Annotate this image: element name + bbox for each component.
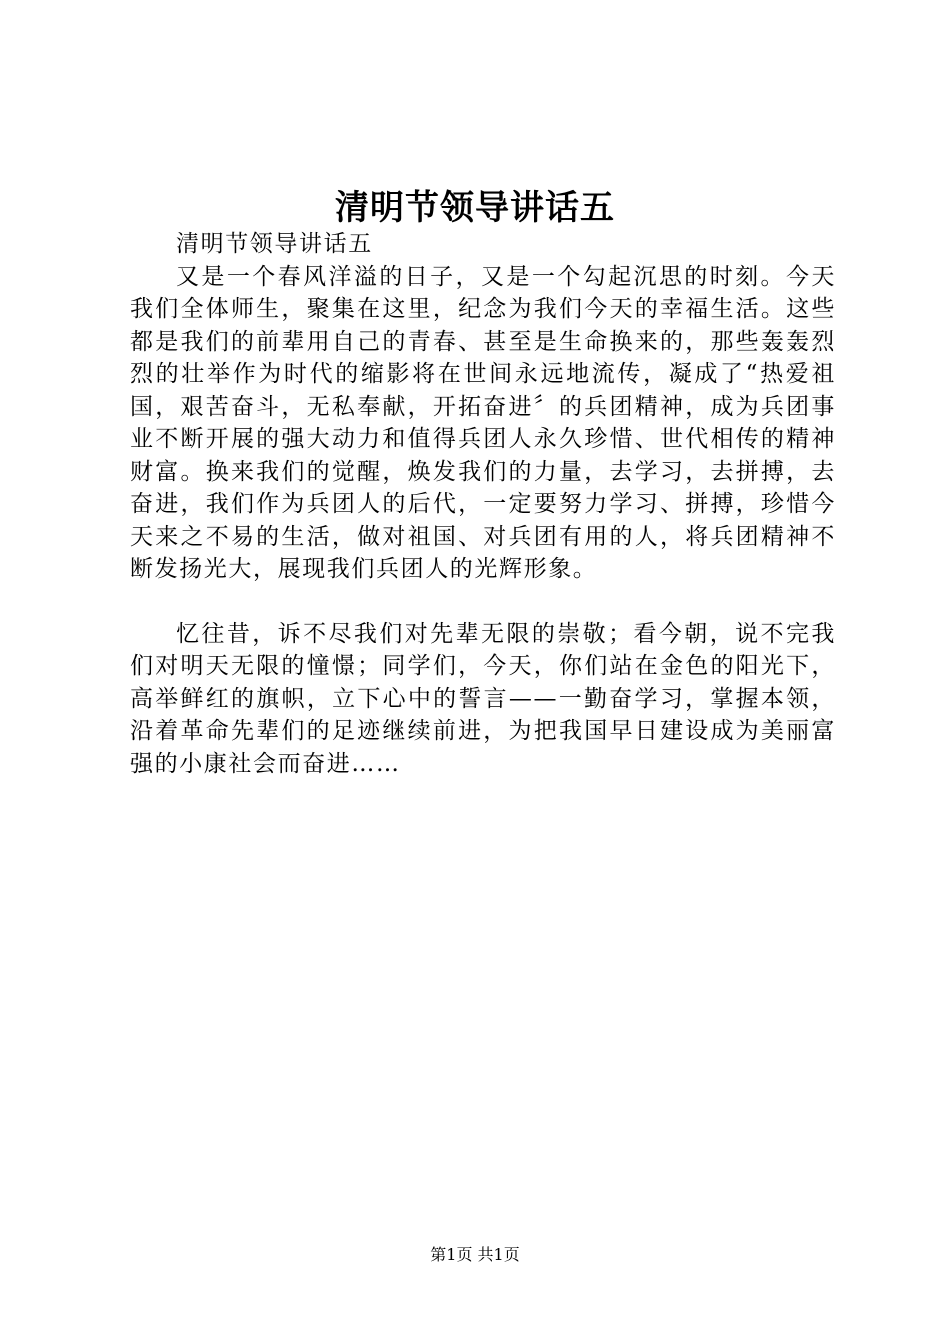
paragraph-2: 忆往昔，诉不尽我们对先辈无限的崇敬；看今朝，说不完我们对明天无限的憧憬；同学们，今天，你们站在金色的阳光下，高举鲜红的旗帜，立下心中的誓言——一勤奋学习，掌握本领，沿着革命先辈们的足迹继续前进，为把我国早日建设成为美丽富强的小康社会而奋进……: [130, 620, 836, 777]
document-body: [130, 228, 836, 780]
paragraph-1: 又是一个春风洋溢的日子，又是一个勾起沉思的时刻。今天我们全体师生，聚集在这里，纪念为我们今天的幸福生活。这些都是我们的前辈用自己的青春、甚至是生命换来的，那些轰轰烈烈的壮举作为时代的缩影将在世间永远地流传，凝成了“热爱祖国，艰苦奋斗，无私奉献，开拓奋进〞的兵团精神，成为兵团事业不断开展的强大动力和值得兵团人永久珍惜、世代相传的精神财富。换来我们的觉醒，焕发我们的力量，去学习，去拼搏，去奋进，我们作为兵团人的后代，一定要努力学习、拼搏，珍惜今天来之不易的生活，做对祖国、对兵团有用的人，将兵团精神不断发扬光大，展现我们兵团人的光辉形象。: [130, 263, 836, 582]
page-footer: 第1页 共1页: [430, 1245, 520, 1264]
document-subtitle: 清明节领导讲话五: [176, 231, 373, 257]
document-title: 清明节领导讲话五: [335, 188, 615, 228]
